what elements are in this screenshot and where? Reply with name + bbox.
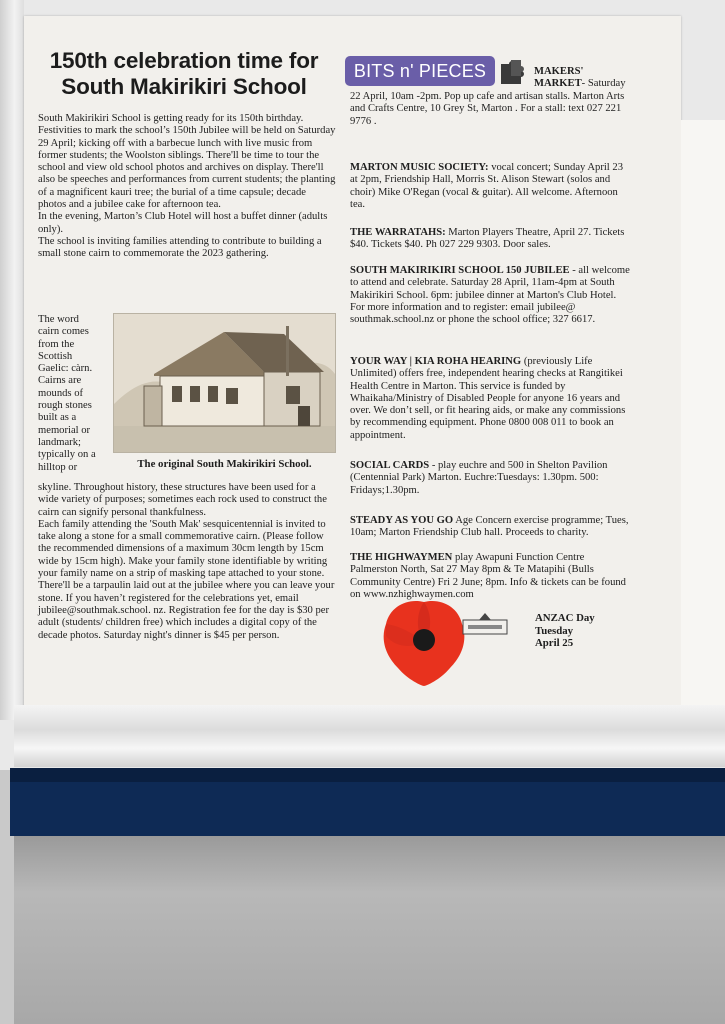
binder-band (10, 768, 725, 836)
warratahs-body: Marton Players Theatre, April 27. Tickets $40. Tickets $40. Ph 027 229 9303. Door sales. (350, 227, 625, 251)
article-wrap-text: The word cairn comes from the Scottish Gaelic: càrn. Cairns are mounds of rough stones built as a memorial or landmark; typically on a hilltop or (38, 314, 96, 473)
warratahs-item (350, 227, 632, 252)
music-society-body: vocal concert; Sunday April 23 at 2pm, Friendship Hall, Morris St. Alison Stewart (solos and choir) Mike O'Regan (vocal & guitar). All welcome. Afternoon tea. (350, 162, 623, 210)
article-para-5: skyline. Throughout history, these structures have been used for a wide variety of purposes; sometimes each rock used to construct the cairn can signify personal thankfulness. (38, 482, 327, 518)
highwaymen-body: play Awapuni Function Centre Palmerston North, Sat 27 May 8pm & Te Matapihi (Bulls Community Centre) Fri 2 June; 8pm. Info & tickets can be found on www.nzhighwaymen.com (350, 552, 626, 600)
music-society-item (350, 162, 632, 211)
poppy-icon (378, 596, 470, 688)
headline (34, 48, 334, 100)
makers-market-heading (534, 66, 644, 91)
social-cards-heading: SOCIAL CARDS (350, 460, 430, 471)
hearing-heading: YOUR WAY | KIA ROHA HEARING (350, 356, 522, 367)
article-para-6: Each family attending the 'South Mak' sesquicentennial is invited to take along a stone for a small commemorative cairn. (Please follow the recommended dimensions of a maximum 30cm length by 15cm wide by 15cm high). Make your family stone identifiable by writing your family name on a strip of masking tape attached to your stone. There'll be a tarpaulin laid out at the jubilee where you can leave your stone. If you haven’t registered for the celebrations yet, email jubilee@southmak.school. nz. Registration fee for the day is $30 per adult (students/ children free) which includes a digital copy of the decade photos. Saturday night's dinner is $45 per person. (38, 518, 335, 641)
photo-caption: The original South Makirikiri School. (137, 458, 312, 470)
makers-market-body: 22 April, 10am -2pm. Pop up cafe and artisan stalls. Marton Arts and Crafts Centre, 10 Grey St, Marton . For a stall: text 027 221 9776 . (350, 91, 625, 127)
headline-line-2: South Makirikiri School (61, 74, 307, 99)
article-body-bottom (38, 482, 336, 642)
jubilee-heading: SOUTH MAKIRIKIRI SCHOOL 150 JUBILEE (350, 265, 570, 276)
anzac-line-2: Tuesday (535, 624, 574, 637)
social-cards-item (350, 460, 632, 497)
warratahs-heading: THE WARRATAHS: (350, 227, 446, 238)
article-para-1: South Makirikiri School is getting ready for its 150th birthday. (38, 113, 304, 124)
article-body-top (38, 113, 336, 261)
plastic-sleeve (14, 705, 725, 767)
makers-head-2: MARKET (534, 78, 582, 90)
article-para-4: The school is inviting families attending to contribute to building a small stone cairn to commemorate the 2023 gathering. (38, 235, 322, 260)
binder-edge (0, 0, 24, 720)
hearing-body: (previously Life Unlimited) offers free, independent hearing checks at Rangitikei Health Centre in Marton. This service is funded by Whaikaha/Ministry of Disabled People for anyone 16 years and over. We don’t sell, or fit hearing aids, or make any commissions by recommending equipment. Phone 0800 008 011 to book an appointment. (350, 356, 626, 441)
paper-backing (681, 120, 725, 710)
steady-item (350, 515, 632, 540)
article-para-2: Festivities to mark the school’s 150th Jubilee will be held on Saturday 29 April; kicking off with a barbecue lunch with live music from former students; the Woolston siblings. There'll be time to tour the school and view old school photos and archives on display. There'll also be speeches and performances from current students; the planting of a magnificent kauri tree; the burial of a time capsule; decade photos and a jubilee cake for afternoon tea. (38, 125, 336, 211)
music-society-heading: MARTON MUSIC SOCIETY: (350, 162, 489, 173)
bits-n-pieces-banner: BITS n' PIECES (345, 56, 495, 86)
anzac-line-1: ANZAC Day (535, 612, 595, 624)
highwaymen-item (350, 552, 632, 601)
highwaymen-heading: THE HIGHWAYMEN (350, 552, 453, 563)
makers-head-tail: - Saturday (581, 78, 626, 90)
steady-heading: STEADY AS YOU GO (350, 515, 454, 526)
anzac-line-3: April 25 (535, 637, 574, 649)
puzzle-pieces-icon (497, 58, 529, 86)
rsa-badge-icon (462, 612, 508, 638)
steady-body: Age Concern exercise programme; Tues, 10am; Marton Friendship Club hall. Proceeds to charity. (350, 515, 629, 539)
school-photo (113, 313, 336, 453)
headline-line-1: 150th celebration time for (49, 48, 319, 73)
social-cards-body: - play euchre and 500 in Shelton Pavilion (Centennial Park) Marton. Euchre:Tuesdays: 1.30pm. 500: Fridays;1.30pm. (350, 460, 608, 496)
hearing-item (350, 356, 632, 442)
jubilee-body: - all welcome to attend and celebrate. Saturday 28 April, 11am-4pm at South Makirikiri School. 6pm: jubilee dinner at Marton's Club Hotel. For more information and to register: email jubilee@ southmak.school.nz or phone the school office; 327 6617. (350, 265, 630, 326)
binder-bottom (14, 836, 725, 1024)
jubilee-item (350, 265, 632, 326)
article-para-3: In the evening, Marton’s Club Hotel will host a buffet dinner (adults only). (38, 211, 328, 235)
makers-head-1: MAKERS' (534, 66, 584, 77)
school-building-illustration (114, 314, 335, 452)
anzac-day-notice (535, 612, 625, 650)
